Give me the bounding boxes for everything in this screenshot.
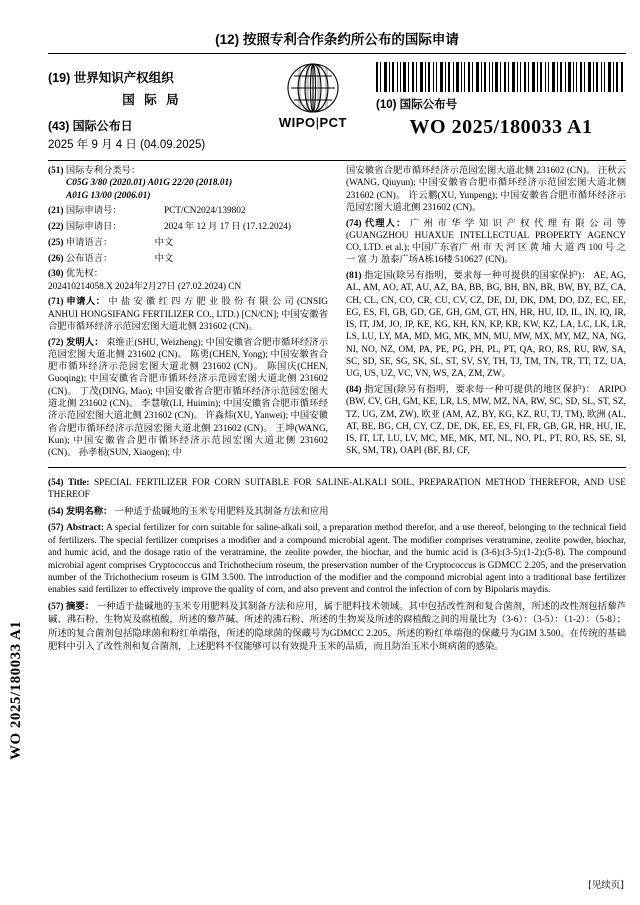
abstract-english-text: A special fertilizer for corn suitable for saline-alkali soil, a preparation method therefor, and a use thereof, belonging to the technical field of fertilizers. The special fertilizer comprises a modifier and a compound microbial agent. The modifier comprises veratramine, zeolite powder, biochar, and humic acid, and the dosage ratio of the veratramine, the zeolite powder, the biochar, and the humic acid is (3-6):(3-5):(1-2):(5-8). The compound microbial agent comprises Cryptococcus and Trichothecium roseum, the preservation number of the Cryptococcus is GDMCC 2.205, and the preservation number of the Trichothecium roseum is GIM 3.500. The introduction of the modifier and the compound microbial agent into a traditional base fertilizer enables said fertilizer to effectively improve the quality of corn, and also prevent and control the infection of corn by Bipolaris maydis. [48,523,627,596]
publication-date-value: 2025 年 9 月 4 日 (04.09.2025) [48,139,206,151]
field-agent [346,218,626,267]
field-ipc-line-2: A01G 13/00 (2006.01) [66,190,151,201]
field-filing-date-label: 国际申请日： [65,222,122,233]
org-name: 世界知识产权组织 [73,71,174,85]
field-inventors [48,337,328,460]
field-applicant-label: 申请人： [66,297,106,308]
field-ipc-label: 国际专利分类号： [65,166,141,176]
field-priority [48,268,328,293]
field-inventors-continued-value: 国安徽省合肥市循环经济示范园宏图大道北侧 231602 (CN)。 汪秋云(WANG, Qiuyun); 中国安徽省合肥市循环经济示范园宏图大道北侧 231602 (CN)。 许云鹏(XU, Yunpeng); 中国安徽省合肥市循环经济示范园宏图大道北侧 231602 (CN)。 [346,166,626,213]
org-sub: 国 际 局 [122,93,182,107]
field-designated-states [346,270,626,380]
abstract-code: (57) [48,523,64,534]
field-agent-code: (74) [346,218,362,229]
field-applicant-code: (71) [48,297,64,308]
field-designated-regions-code: (84) [346,385,362,396]
title-code: (54) [48,477,64,488]
field-designated-states-value: AE, AG, AL, AM, AO, AT, AU, AZ, BA, BB, BG, BH, BN, BR, BW, BY, BZ, CA, CH, CL, CN, CO, CR, CU, CV, CZ, DE, DJ, DK, DM, DO, DZ, EC, EE, EG, ES, FI, GB, GD, GE, GH, GM, GT, HN, HR, HU, ID, IL, IN, IQ, IR, IS, IT, JM, JO, JP, KE, KG, KH, KN, KP, KR, KW, KZ, LA, LC, LK, LR, LS, LU, LY, MA, MD, MG, MK, MN, MU, MW, MX, MY, MZ, NA, NG, NI, NO, NZ, OM, PA, PE, PG, PH, PL, PT, QA, RO, RS, RU, RW, SA, SC, SD, SE, SG, SK, SL, ST, SV, SY, TH, TJ, TM, TN, TR, TT, TZ, UA, UG, US, UZ, VC, VN, WS, ZA, ZM, ZW。 [346,271,626,380]
field-designated-states-label: 指定国(除另有指明，要求每一种可提供的国家保护)： [364,271,591,282]
bibliographic-right-column [337,165,626,463]
continued-note: [见续页] [588,880,624,891]
side-publication-number: WO 2025/180033 A1 [8,620,24,760]
field-application-number-label: 国际申请号： [65,206,122,217]
bibliographic-left-column [48,165,337,463]
field-filing-language [48,237,328,249]
field-ipc-code: (51) [48,166,64,176]
field-designated-regions-label: 指定国(除另有指明，要求每一种可提供的地区保护)： [364,385,596,396]
field-priority-value: 202410214058.X 2024年2月27日 (27.02.2024) CN [48,281,242,292]
field-ipc-line-1: C05G 3/80 (2020.01) A01G 22/20 (2018.01) [66,178,233,189]
field-inventors-label: 发明人： [65,337,104,348]
org-code: (19) [48,71,71,85]
field-filing-language-value: 中文 [154,237,174,248]
header-left [48,60,256,152]
title-cn-label: 发明名称： [65,506,113,517]
field-inventors-continued [346,165,626,214]
field-priority-label: 优先权： [65,269,104,280]
title-english [48,477,626,502]
wipo-globe-icon [284,62,342,114]
field-filing-date-value: 2024 年 12 月 17 日 (17.12.2024) [163,222,292,233]
field-priority-code: (30) [48,269,64,280]
abstract-chinese-text: 一种适于盐碱地的玉米专用肥料及其制备方法和应用，属于肥料技术领域。其中包括改性剂和复合菌剂，所述的改性剂包括藜芦碱、沸石粉、生物炭及腐植酸，所述的藜芦碱、所述的沸石粉、所述的生物炭及所述的腐植酸之间的用量比为（3-6）：（3-5）：（1-2）：（5-8）；所述的复合菌剂包括隐球菌和粉红单端孢，所述的隐球菌的保藏号为GDMCC 2.205，所述的粉红单端孢的保藏号为GIM 3.500。在传统的基础肥料中引入了改性剂和复合菌剂，上述肥料不仅能够可以有效提升玉米的品质，而且防治玉米小斑病菌的感染。 [48,601,626,653]
title-chinese-text: 一种适于盐碱地的玉米专用肥料及其制备方法和应用 [114,506,329,517]
abstract-cn-label: 摘要： [65,601,95,612]
wipo-sep: | [315,115,320,130]
title-cn-code: (54) [48,506,64,517]
kind-of-document-line: (12) 按照专利合作条约所公布的国际申请 [215,32,459,47]
field-agent-label: 代理人： [364,218,407,229]
field-inventors-value: 束维正(SHU, Weizheng); 中国安徽省合肥市循环经济示范园宏图大道北侧 231602 (CN)。 陈勇(CHEN, Yong); 中国安徽省合肥市循环经济示范园宏图大道北侧 231602 (CN)。 陈国庆(CHEN, Guoqing); 中国安徽省合肥市循环经济示范园宏图大道北侧 231602 (CN)。 丁茂(DING, Mao); 中国安徽省合肥市循环经济示范园宏图大道北侧 231602 (CN)。 李慧敏(LI, Huimin); 中国安徽省合肥市循环经济示范园宏图大道北侧 231602 (CN)。 许淼炜(XU, Yanwei); 中国安徽省合肥市循环经济示范园宏图大道北侧 231602 (CN)。 王坤(WANG, Kun); 中国安徽省合肥市循环经济示范园宏图大道北侧 231602 (CN)。 孙孝根(SUN, Xiaogen); 中 [48,337,328,459]
publication-number-value: WO 2025/180033 A1 [409,116,593,138]
field-publication-language-code: (26) [48,253,64,264]
bibliographic-columns [48,161,626,463]
header-right [370,60,626,139]
field-application-number [48,205,328,217]
field-application-number-code: (21) [48,206,64,217]
barcode [376,62,626,92]
abstract-label: Abstract: [66,523,104,534]
wipo-logo [256,60,370,130]
title-chinese [48,506,626,518]
field-publication-language [48,253,328,265]
divider-before-title [48,467,626,468]
field-publication-language-value: 中文 [154,253,174,264]
field-agent-value: 广 州 市 华 学 知 识 产 权 代 理 有 限 公 司 等 (GUANGZHOU HUAXUE INTELLECTUAL PROPERTY AGENCY CO, LTD. et al.); 中国广东省广 州 市 天 河 区 黄 埔 大 道 西 100 号 之 一 富 力 盈泰广场A栋16楼 510627 (CN)。 [346,218,627,266]
field-filing-date-code: (22) [48,222,64,233]
field-designated-regions [346,384,626,458]
wipo-wordmark [256,115,370,130]
field-applicant-value: 中 盐 安 徽 红 四 方 肥 业 股 份 有 限 公 司 (CNSIG ANHUI HONGSIFANG FERTILIZER CO., LTD.) [CN/CN]; 中国安徽省合肥市循环经济示范园宏图大道北侧 231602 (CN)。 [48,297,328,332]
title-label: Title: [67,477,90,488]
field-designated-regions-value: ARIPO (BW, CV, GH, GM, KE, LR, LS, MW, MZ, NA, RW, SC, SD, SL, ST, SZ, TZ, UG, ZM, ZW), 欧亚 (AM, AZ, BY, KG, KZ, RU, TJ, TM), 欧洲 (AL, AT, BE, BG, CH, CY, CZ, DE, DK, EE, ES, FI, FR, GB, GR, HR, HU, IE, IS, IT, LT, LU, LV, MC, ME, MK, MT, NL, NO, PL, PT, RO, RS, SE, SI, SK, SM, TR), OAPI (BF, BJ, CF, [346,385,626,457]
publication-date-label: (43) 国际公布日 [48,119,133,133]
field-ipc [48,165,328,202]
document-header [48,54,626,160]
pct-text: PCT [319,115,347,130]
field-filing-language-label: 申请语言： [65,237,113,248]
field-designated-states-code: (81) [346,271,362,282]
abstract-chinese [48,601,626,655]
field-applicant [48,296,328,333]
field-filing-language-code: (25) [48,237,64,248]
title-and-abstract-block [48,473,626,655]
abstract-cn-code: (57) [48,601,64,612]
abstract-english [48,522,626,597]
publication-number-label: (10) 国际公布号 [376,99,458,111]
field-publication-language-label: 公布语言： [65,253,113,264]
field-filing-date [48,221,328,233]
page-content [48,28,626,659]
wipo-text: WIPO [278,115,316,130]
organization-line [48,68,256,86]
title-english-text: SPECIAL FERTILIZER FOR CORN SUITABLE FOR SALINE-ALKALI SOIL, PREPARATION METHOD THEREFOR, AND USE THEREOF [48,477,626,501]
field-inventors-code: (72) [48,337,64,348]
field-application-number-value: PCT/CN2024/139802 [163,206,246,217]
